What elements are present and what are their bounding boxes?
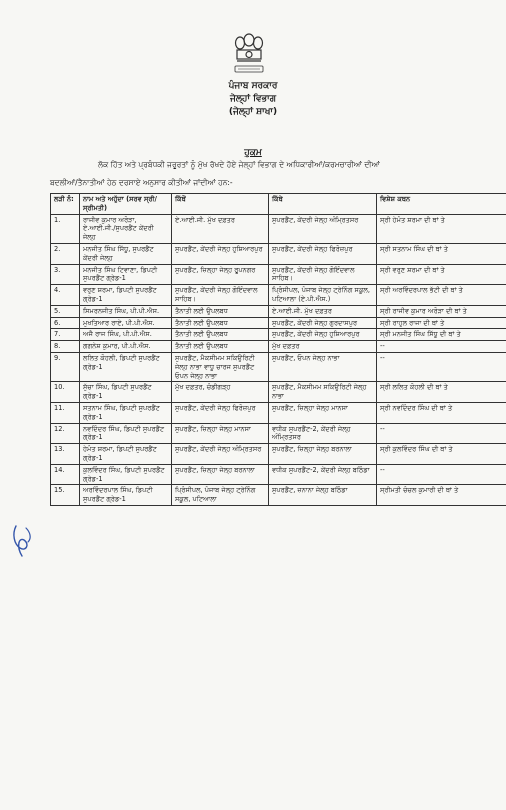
cell-from: ਪ੍ਰਿੰਸੀਪਲ, ਪੰਜਾਬ ਜੇਲ੍ਹ ਟ੍ਰੇਨਿੰਗ ਸਕੂਲ, ਪਟਿਆਲਾ [172, 485, 269, 506]
header-serial: ਲੜੀ ਨੰ: [51, 194, 80, 215]
cell-from: ਸੁਪਰਡੈਂਟ, ਕੇਂਦਰੀ ਜੇਲ੍ਹ ਅੰਮ੍ਰਿਤਸਰ [172, 444, 269, 465]
cell-from: ਸੁਪਰਡੈਂਟ, ਜ਼ਿਲ੍ਹਾ ਜੇਲ੍ਹ ਰੂਪਨਗਰ [172, 264, 269, 285]
intro-line-2: ਬਦਲੀਆਂ/ਤੈਨਾਤੀਆਂ ਹੇਠ ਦਰਸਾਏ ਅਨੁਸਾਰ ਕੀਤੀਆਂ ਜਾਂਦੀਆਂ ਹਨ:- [50, 178, 233, 187]
cell-remarks: ਸ੍ਰੀ ਮਨਜੀਤ ਸਿੰਘ ਸਿੱਧੂ ਦੀ ਥਾਂ ਤੇ [377, 329, 506, 341]
cell-to: ਸੁਪਰਡੈਂਟ, ਓਪਨ ਜੇਲ੍ਹ ਨਾਭਾ [269, 352, 377, 381]
cell-to: ਏ.ਆਈ.ਜੀ. ਮੁੱਖ ਦਫ਼ਤਰ [269, 305, 377, 317]
cell-name: ਮਨਜੀਤ ਸਿੰਘ ਟਿਵਾਣਾ, ਡਿਪਟੀ ਸੁਪਰਡੈਂਟ ਗ੍ਰੇਡ-1 [80, 264, 172, 285]
cell-from: ਤੈਨਾਤੀ ਲਈ ਉਪਲਬਧ [172, 329, 269, 341]
cell-serial: 5. [51, 305, 80, 317]
cell-serial: 11. [51, 402, 80, 423]
cell-to: ਸੁਪਰਡੈਂਟ, ਕੇਂਦਰੀ ਜੇਲ੍ਹ ਫਿਰੋਜ਼ਪੁਰ [269, 243, 377, 264]
cell-serial: 2. [51, 243, 80, 264]
cell-name: ਕੁਲਵਿੰਦਰ ਸਿੰਘ, ਡਿਪਟੀ ਸੁਪਰਡੈਂਟ ਗ੍ਰੇਡ-1 [80, 464, 172, 485]
cell-to: ਸੁਪਰਡੈਂਟ, ਕੇਂਦਰੀ ਜੇਲ੍ਹ ਗੁਰਦਾਸਪੁਰ [269, 317, 377, 329]
cell-name: ਵਰੁਣ ਸ਼ਰਮਾ, ਡਿਪਟੀ ਸੁਪਰਡੈਂਟ ਗ੍ਰੇਡ-1 [80, 285, 172, 306]
cell-serial: 6. [51, 317, 80, 329]
table-row [51, 423, 506, 444]
cell-from: ਸੁਪਰਡੈਂਟ, ਕੇਂਦਰੀ ਜੇਲ੍ਹ ਹੁਸ਼ਿਆਰਪੁਰ [172, 243, 269, 264]
table-row [51, 285, 506, 306]
cell-remarks: ਸ੍ਰੀ ਹੇਮੰਤ ਸ਼ਰਮਾ ਦੀ ਥਾਂ ਤੇ [377, 214, 506, 243]
cell-from: ਸੁਪਰਡੈਂਟ, ਕੇਂਦਰੀ ਜੇਲ੍ਹ ਗੋਇੰਦਵਾਲ ਸਾਹਿਬ। [172, 285, 269, 306]
cell-name: ਸੁੱਚਾ ਸਿੰਘ, ਡਿਪਟੀ ਸੁਪਰਡੈਂਟ ਗ੍ਰੇਡ-1 [80, 382, 172, 403]
cell-name: ਨਵਦਿੰਦਰ ਸਿੰਘ, ਡਿਪਟੀ ਸੁਪਰਡੈਂਟ ਗ੍ਰੇਡ-1 [80, 423, 172, 444]
department-name: ਜੇਲ੍ਹਾਂ ਵਿਭਾਗ [229, 94, 277, 104]
transfer-table [50, 193, 506, 506]
cell-from: ਮੁੱਖ ਦਫ਼ਤਰ, ਚੰਡੀਗੜ੍ਹ [172, 382, 269, 403]
cell-from: ਸੁਪਰਡੈਂਟ, ਜ਼ਿਲ੍ਹਾ ਜੇਲ੍ਹ ਮਾਨਸਾ [172, 423, 269, 444]
cell-remarks: ਸ੍ਰੀ ਕੁਲਵਿੰਦਰ ਸਿੰਘ ਦੀ ਥਾਂ ਤੇ [377, 444, 506, 465]
cell-serial: 3. [51, 264, 80, 285]
cell-to: ਵਧੀਕ ਸੁਪਰਡੈਂਟ-2, ਕੇਂਦਰੀ ਜੇਲ੍ਹ ਅੰਮ੍ਰਿਤਸਰ [269, 423, 377, 444]
cell-from: ਸੁਪਰਡੈਂਟ, ਜ਼ਿਲ੍ਹਾ ਜੇਲ੍ਹ ਬਰਨਾਲਾ [172, 464, 269, 485]
cell-from: ਸੁਪਰਡੈਂਟ, ਮੈਕਸੀਮਮ ਸਕਿਉਰਿਟੀ ਜੇਲ੍ਹ ਨਾਭਾ ਵਾਧੂ ਚਾਰਜ ਸੁਪਰਡੈਂਟ ਓਪਨ ਜੇਲ੍ਹ ਨਾਭਾ [172, 352, 269, 381]
table-row [51, 464, 506, 485]
cell-serial: 7. [51, 329, 80, 341]
cell-serial: 15. [51, 485, 80, 506]
cell-remarks: ਸ੍ਰੀ ਅਰਵਿੰਦਰਪਾਲ ਭੱਟੀ ਦੀ ਥਾਂ ਤੇ [377, 285, 506, 306]
cell-name: ਮਨਜੀਤ ਸਿੰਘ ਸਿੱਧੂ, ਸੁਪਰਡੈਂਟ ਕੇਂਦਰੀ ਜੇਲ੍ਹ [80, 243, 172, 264]
cell-remarks: ਸ੍ਰੀਮਤੀ ਚੰਚਲ ਕੁਮਾਰੀ ਦੀ ਥਾਂ ਤੇ [377, 485, 506, 506]
cell-serial: 10. [51, 382, 80, 403]
table-row [51, 341, 506, 353]
cell-remarks: ਸ੍ਰੀ ਰਾਜੀਵ ਕੁਮਾਰ ਅਰੋੜਾ ਦੀ ਥਾਂ ਤੇ [377, 305, 506, 317]
cell-from: ਤੈਨਾਤੀ ਲਈ ਉਪਲਬਧ [172, 305, 269, 317]
cell-remarks: -- [377, 341, 506, 353]
table-row [51, 305, 506, 317]
cell-remarks: -- [377, 352, 506, 381]
cell-remarks: -- [377, 464, 506, 485]
order-title: ਹੁਕਮ [244, 148, 262, 158]
table-row [51, 264, 506, 285]
cell-serial: 12. [51, 423, 80, 444]
table-body [51, 214, 506, 505]
cell-name: ਹੇਮੰਤ ਸ਼ਰਮਾ, ਡਿਪਟੀ ਸੁਪਰਡੈਂਟ ਗ੍ਰੇਡ-1 [80, 444, 172, 465]
cell-serial: 13. [51, 444, 80, 465]
table-row [51, 352, 506, 381]
cell-to: ਸੁਪਰਡੈਂਟ, ਕੇਂਦਰੀ ਜੇਲ੍ਹ ਗੋਇੰਦਵਾਲ ਸਾਹਿਬ। [269, 264, 377, 285]
intro-line-1: ਲੋਕ ਹਿੱਤ ਅਤੇ ਪ੍ਰਬੰਧਕੀ ਜਰੂਰਤਾਂ ਨੂੰ ਮੁੱਖ ਰੱਖਦੇ ਹੋਏ ਜੇਲ੍ਹਾਂ ਵਿਭਾਗ ਦੇ ਅਧਿਕਾਰੀਆਂ/ਕਰਮਚਾਰੀਆਂ ਦੀਆਂ [98, 160, 380, 169]
government-name: ਪੰਜਾਬ ਸਰਕਾਰ [228, 81, 278, 91]
cell-remarks: ਸ੍ਰੀ ਸਤਨਾਮ ਸਿੰਘ ਦੀ ਥਾਂ ਤੇ [377, 243, 506, 264]
cell-to: ਸੁਪਰਡੈਂਟ, ਮੈਕਸੀਮਮ ਸਕਿਉਰਿਟੀ ਜੇਲ੍ਹ ਨਾਭਾ [269, 382, 377, 403]
cell-remarks: ਸ੍ਰੀ ਲਲਿਤ ਕੋਹਲੀ ਦੀ ਥਾਂ ਤੇ [377, 382, 506, 403]
emblem-icon [228, 30, 270, 78]
cell-to: ਸੁਪਰਡੈਂਟ, ਜ਼ਨਾਨਾ ਜੇਲ੍ਹ ਬਠਿੰਡਾ [269, 485, 377, 506]
table-row [51, 402, 506, 423]
cell-remarks: ਸ੍ਰੀ ਰਾਹੁਲ ਰਾਜਾ ਦੀ ਥਾਂ ਤੇ [377, 317, 506, 329]
header-to: ਕਿੱਥੇ [269, 194, 377, 215]
table-header-row [51, 194, 506, 215]
cell-name: ਲਲਿਤ ਕੋਹਲੀ, ਡਿਪਟੀ ਸੁਪਰਡੈਂਟ ਗ੍ਰੇਡ-1 [80, 352, 172, 381]
cell-from: ਸੁਪਰਡੈਂਟ, ਕੇਂਦਰੀ ਜੇਲ੍ਹ ਫਿਰੋਜ਼ਪੁਰ [172, 402, 269, 423]
cell-to: ਮੁੱਖ ਦਫ਼ਤਰ [269, 341, 377, 353]
cell-name: ਸਤਨਾਮ ਸਿੰਘ, ਡਿਪਟੀ ਸੁਪਰਡੈਂਟ ਗ੍ਰੇਡ-1 [80, 402, 172, 423]
cell-remarks: -- [377, 423, 506, 444]
cell-name: ਰਾਜੀਵ ਕੁਮਾਰ ਅਰੋੜਾ, ਏ.ਆਈ.ਜੀ./ਸੁਪਰਡੈਂਟ ਕੇਂਦਰੀ ਜੇਲ੍ਹ [80, 214, 172, 243]
cell-remarks: ਸ੍ਰੀ ਨਵਦਿੰਦਰ ਸਿੰਘ ਦੀ ਥਾਂ ਤੇ [377, 402, 506, 423]
table-row [51, 214, 506, 243]
cell-name: ਗਗਨੇਸ਼ ਕੁਮਾਰ, ਪੀ.ਪੀ.ਐਸ. [80, 341, 172, 353]
table-row [51, 317, 506, 329]
cell-name: ਅਜੈ ਰਾਜ ਸਿੰਘ, ਪੀ.ਪੀ.ਐਸ. [80, 329, 172, 341]
cell-name: ਅਰਵਿੰਦਰਪਾਲ ਸਿੰਘ, ਡਿਪਟੀ ਸੁਪਰਡੈਂਟ ਗ੍ਰੇਡ-1 [80, 485, 172, 506]
table-row [51, 444, 506, 465]
header-name: ਨਾਮ ਅਤੇ ਅਹੁੱਦਾ (ਸਰਵ ਸ੍ਰੀ/ਸ੍ਰੀਮਤੀ) [80, 194, 172, 215]
cell-serial: 8. [51, 341, 80, 353]
header-from: ਕਿੱਥੋਂ [172, 194, 269, 215]
cell-to: ਸੁਪਰਡੈਂਟ, ਜ਼ਿਲ੍ਹਾ ਜੇਲ੍ਹ ਬਰਨਾਲਾ [269, 444, 377, 465]
table-row [51, 382, 506, 403]
cell-name: ਮੁਖਤਿਆਰ ਰਾਏ, ਪੀ.ਪੀ.ਐਸ. [80, 317, 172, 329]
cell-to: ਪ੍ਰਿੰਸੀਪਲ, ਪੰਜਾਬ ਜੇਲ੍ਹ ਟ੍ਰੇਨਿੰਗ ਸਕੂਲ, ਪਟਿਆਲਾ (ਏ.ਪੀ.ਐਸ.) [269, 285, 377, 306]
table-row [51, 329, 506, 341]
table-row [51, 485, 506, 506]
table-row [51, 243, 506, 264]
cell-from: ਤੈਨਾਤੀ ਲਈ ਉਪਲਬਧ [172, 341, 269, 353]
cell-to: ਸੁਪਰਡੈਂਟ, ਕੇਂਦਰੀ ਜੇਲ੍ਹ ਅੰਮ੍ਰਿਤਸਰ [269, 214, 377, 243]
signature-mark [10, 522, 36, 562]
cell-serial: 4. [51, 285, 80, 306]
header-remarks: ਵਿਸ਼ੇਸ਼ ਕਥਨ [377, 194, 506, 215]
cell-serial: 1. [51, 214, 80, 243]
cell-to: ਵਧੀਕ ਸੁਪਰਡੈਂਟ-2, ਕੇਂਦਰੀ ਜੇਲ੍ਹ ਬਠਿੰਡਾ [269, 464, 377, 485]
branch-name: (ਜੇਲ੍ਹਾਂ ਸ਼ਾਖਾ) [228, 107, 278, 117]
cell-name: ਸਿਮਰਨਜੀਤ ਸਿੰਘ, ਪੀ.ਪੀ.ਐਸ. [80, 305, 172, 317]
cell-from: ਤੈਨਾਤੀ ਲਈ ਉਪਲਬਧ [172, 317, 269, 329]
cell-serial: 9. [51, 352, 80, 381]
cell-to: ਸੁਪਰਡੈਂਟ, ਕੇਂਦਰੀ ਜੇਲ੍ਹ ਹੁਸ਼ਿਆਰਪੁਰ [269, 329, 377, 341]
cell-serial: 14. [51, 464, 80, 485]
cell-remarks: ਸ੍ਰੀ ਵਰੁਣ ਸ਼ਰਮਾ ਦੀ ਥਾਂ ਤੇ [377, 264, 506, 285]
cell-from: ਏ.ਆਈ.ਜੀ. ਮੁੱਖ ਦਫ਼ਤਰ [172, 214, 269, 243]
cell-to: ਸੁਪਰਡੈਂਟ, ਜ਼ਿਲ੍ਹਾ ਜੇਲ੍ਹ ਮਾਨਸਾ [269, 402, 377, 423]
